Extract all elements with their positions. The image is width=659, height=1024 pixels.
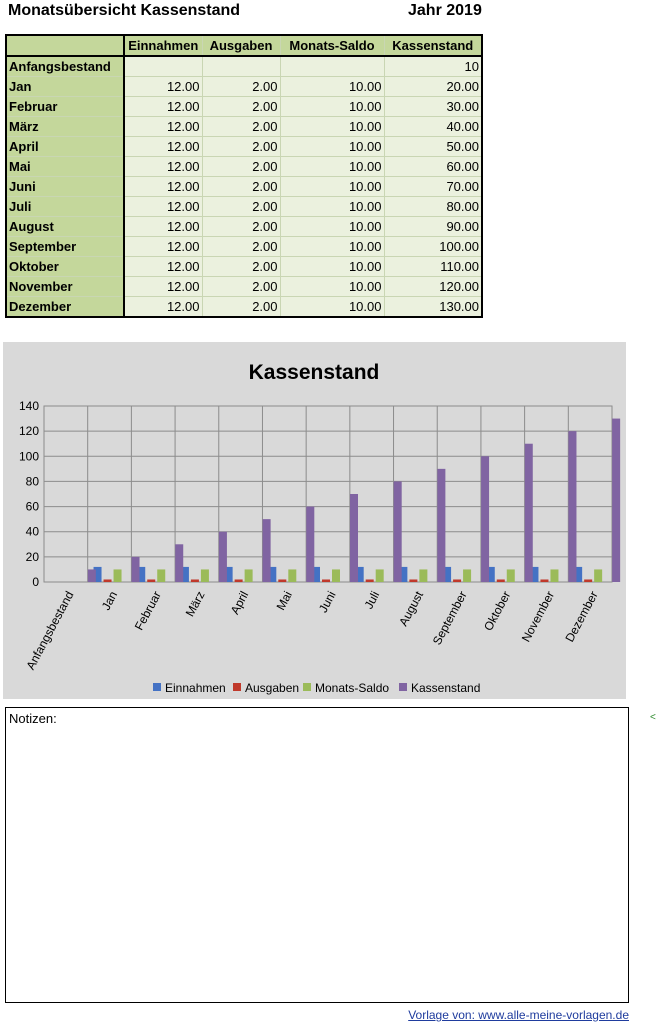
table-cell[interactable]: 50.00 — [384, 137, 482, 157]
bar-monats-saldo — [594, 569, 602, 582]
legend-label: Monats-Saldo — [315, 681, 390, 695]
bar-monats-saldo — [463, 569, 471, 582]
row-label[interactable]: Oktober — [6, 257, 124, 277]
table-cell[interactable]: 80.00 — [384, 197, 482, 217]
y-tick-label: 120 — [18, 424, 39, 439]
bar-kassenstand — [306, 507, 314, 582]
y-tick-label: 0 — [32, 575, 39, 589]
bar-ausgaben — [584, 579, 592, 582]
row-label[interactable]: März — [6, 117, 124, 137]
table-row — [6, 117, 482, 137]
x-tick-label: September — [429, 588, 470, 648]
table-cell[interactable]: 10.00 — [280, 177, 384, 197]
template-credit-link[interactable]: Vorlage von: www.alle-meine-vorlagen.de — [408, 1008, 629, 1022]
sheet-title: Monatsübersicht Kassenstand — [8, 2, 241, 19]
table-cell[interactable]: 2.00 — [202, 277, 280, 297]
table-cell[interactable]: 120.00 — [384, 277, 482, 297]
table-cell[interactable]: 12.00 — [124, 97, 202, 117]
legend-label: Ausgaben — [245, 681, 300, 695]
table-cell[interactable]: 90.00 — [384, 217, 482, 237]
chart-title: Kassenstand — [248, 361, 380, 384]
table-row — [6, 197, 482, 217]
bar-ausgaben — [497, 579, 505, 582]
bar-kassenstand — [219, 532, 227, 582]
table-cell[interactable]: 10 — [384, 56, 482, 77]
kassenstand-chart — [3, 342, 626, 699]
table-cell[interactable]: 12.00 — [124, 277, 202, 297]
x-tick-label: Februar — [131, 588, 164, 633]
table-cell[interactable]: 60.00 — [384, 157, 482, 177]
table-cell[interactable]: 2.00 — [202, 177, 280, 197]
table-cell[interactable]: 10.00 — [280, 137, 384, 157]
x-tick-label: Oktober — [481, 588, 514, 634]
table-cell[interactable]: 10.00 — [280, 117, 384, 137]
table-cell[interactable]: 12.00 — [124, 217, 202, 237]
bar-kassenstand — [88, 569, 96, 582]
row-label[interactable]: Mai — [6, 157, 124, 177]
bar-kassenstand — [568, 431, 576, 582]
table-cell[interactable]: 2.00 — [202, 77, 280, 97]
table-cell[interactable]: 10.00 — [280, 197, 384, 217]
column-header: Einnahmen — [124, 35, 202, 56]
bar-ausgaben — [191, 579, 199, 582]
table-cell[interactable] — [124, 56, 202, 77]
table-cell[interactable]: 12.00 — [124, 157, 202, 177]
row-label[interactable]: Jan — [6, 77, 124, 97]
table-cell[interactable]: 12.00 — [124, 177, 202, 197]
row-label[interactable]: November — [6, 277, 124, 297]
table-row — [6, 137, 482, 157]
table-cell[interactable]: 10.00 — [280, 217, 384, 237]
bar-kassenstand — [263, 519, 271, 582]
bar-ausgaben — [147, 579, 155, 582]
bar-kassenstand — [394, 481, 402, 582]
table-header-row — [6, 35, 482, 56]
y-tick-label: 60 — [25, 499, 39, 514]
bar-kassenstand — [175, 544, 183, 582]
row-label[interactable]: Juni — [6, 177, 124, 197]
table-row — [6, 177, 482, 197]
table-row — [6, 297, 482, 318]
x-tick-label: März — [182, 588, 208, 619]
bar-kassenstand — [132, 557, 140, 582]
x-tick-label: August — [396, 588, 427, 629]
bar-monats-saldo — [550, 569, 558, 582]
bar-monats-saldo — [245, 569, 253, 582]
table-row — [6, 97, 482, 117]
table-row — [6, 257, 482, 277]
bar-ausgaben — [540, 579, 548, 582]
row-label[interactable]: Dezember — [6, 297, 124, 318]
column-header — [6, 35, 124, 56]
bar-kassenstand — [350, 494, 358, 582]
table-cell[interactable]: 12.00 — [124, 117, 202, 137]
table-cell[interactable] — [202, 56, 280, 77]
table-cell[interactable]: 2.00 — [202, 217, 280, 237]
bar-monats-saldo — [332, 569, 340, 582]
bar-monats-saldo — [419, 569, 427, 582]
x-tick-label: April — [227, 588, 252, 617]
table-cell[interactable]: 10.00 — [280, 97, 384, 117]
bar-kassenstand — [525, 444, 533, 582]
x-tick-label: Anfangsbestand — [23, 588, 77, 673]
x-tick-label: Jan — [98, 588, 121, 613]
row-label[interactable]: April — [6, 137, 124, 157]
bar-kassenstand — [612, 419, 620, 582]
bar-monats-saldo — [201, 569, 209, 582]
table-row — [6, 277, 482, 297]
row-label[interactable]: August — [6, 217, 124, 237]
bar-ausgaben — [366, 579, 374, 582]
bar-ausgaben — [278, 579, 286, 582]
table-cell[interactable]: 12.00 — [124, 297, 202, 318]
bar-monats-saldo — [376, 569, 384, 582]
y-tick-label: 80 — [25, 474, 39, 489]
table-cell[interactable]: 10.00 — [280, 257, 384, 277]
x-tick-label: November — [518, 588, 558, 645]
notes-label: Notizen: — [9, 711, 57, 726]
table-cell[interactable]: 10.00 — [280, 297, 384, 318]
x-tick-label: Dezember — [562, 588, 601, 645]
bar-ausgaben — [322, 579, 330, 582]
table-cell[interactable]: 2.00 — [202, 297, 280, 318]
table-cell[interactable]: 2.00 — [202, 257, 280, 277]
table-cell[interactable]: 12.00 — [124, 77, 202, 97]
bar-ausgaben — [235, 579, 243, 582]
table-cell[interactable]: 110.00 — [384, 257, 482, 277]
legend-label: Einnahmen — [165, 681, 226, 695]
table-cell[interactable]: 12.00 — [124, 257, 202, 277]
table-cell[interactable]: 10.00 — [280, 77, 384, 97]
table-row — [6, 56, 482, 77]
table-cell[interactable]: 10.00 — [280, 277, 384, 297]
table-cell[interactable]: 70.00 — [384, 177, 482, 197]
overview-table — [5, 34, 483, 318]
bar-kassenstand — [481, 456, 489, 582]
legend-label: Kassenstand — [411, 681, 481, 695]
table-cell[interactable]: 12.00 — [124, 137, 202, 157]
bar-ausgaben — [453, 579, 461, 582]
y-tick-label: 140 — [18, 399, 39, 413]
table-row — [6, 77, 482, 97]
row-label[interactable]: Anfangsbestand — [6, 56, 124, 77]
table-cell[interactable]: 2.00 — [202, 237, 280, 257]
table-cell[interactable]: 100.00 — [384, 237, 482, 257]
bar-monats-saldo — [157, 569, 165, 582]
table-row — [6, 217, 482, 237]
legend-swatch — [303, 683, 311, 691]
table-cell[interactable]: 20.00 — [384, 77, 482, 97]
y-tick-label: 20 — [25, 549, 39, 564]
bar-ausgaben — [409, 579, 417, 582]
table-cell[interactable] — [280, 56, 384, 77]
legend-swatch — [233, 683, 241, 691]
table-cell[interactable]: 10.00 — [280, 237, 384, 257]
table-cell[interactable]: 30.00 — [384, 97, 482, 117]
bar-monats-saldo — [507, 569, 515, 582]
sheet-year: Jahr 2019 — [408, 2, 482, 19]
table-cell[interactable]: 40.00 — [384, 117, 482, 137]
row-label[interactable]: Juli — [6, 197, 124, 217]
table-row — [6, 237, 482, 257]
legend-swatch — [399, 683, 407, 691]
column-header: Ausgaben — [202, 35, 280, 56]
table-cell[interactable]: 2.00 — [202, 157, 280, 177]
notes-box[interactable] — [5, 707, 629, 1003]
table-cell[interactable]: 12.00 — [124, 237, 202, 257]
row-label[interactable]: Februar — [6, 97, 124, 117]
y-tick-label: 40 — [25, 524, 39, 539]
x-tick-label: Juli — [361, 588, 383, 612]
table-cell[interactable]: 2.00 — [202, 137, 280, 157]
column-header: Kassenstand — [384, 35, 482, 56]
bar-monats-saldo — [114, 569, 122, 582]
y-tick-label: 100 — [18, 449, 39, 464]
x-tick-label: Juni — [315, 588, 339, 615]
table-cell[interactable]: 12.00 — [124, 197, 202, 217]
row-label[interactable]: September — [6, 237, 124, 257]
side-marker: < — [650, 712, 656, 723]
bar-ausgaben — [104, 579, 112, 582]
table-cell[interactable]: 2.00 — [202, 117, 280, 137]
table-cell[interactable]: 130.00 — [384, 297, 482, 318]
bar-monats-saldo — [288, 569, 296, 582]
chart-svg — [3, 342, 626, 699]
table-cell[interactable]: 2.00 — [202, 197, 280, 217]
table-cell[interactable]: 2.00 — [202, 97, 280, 117]
column-header: Monats-Saldo — [280, 35, 384, 56]
x-tick-label: Mai — [273, 588, 295, 613]
table-cell[interactable]: 10.00 — [280, 157, 384, 177]
bar-kassenstand — [437, 469, 445, 582]
table-row — [6, 157, 482, 177]
legend-swatch — [153, 683, 161, 691]
